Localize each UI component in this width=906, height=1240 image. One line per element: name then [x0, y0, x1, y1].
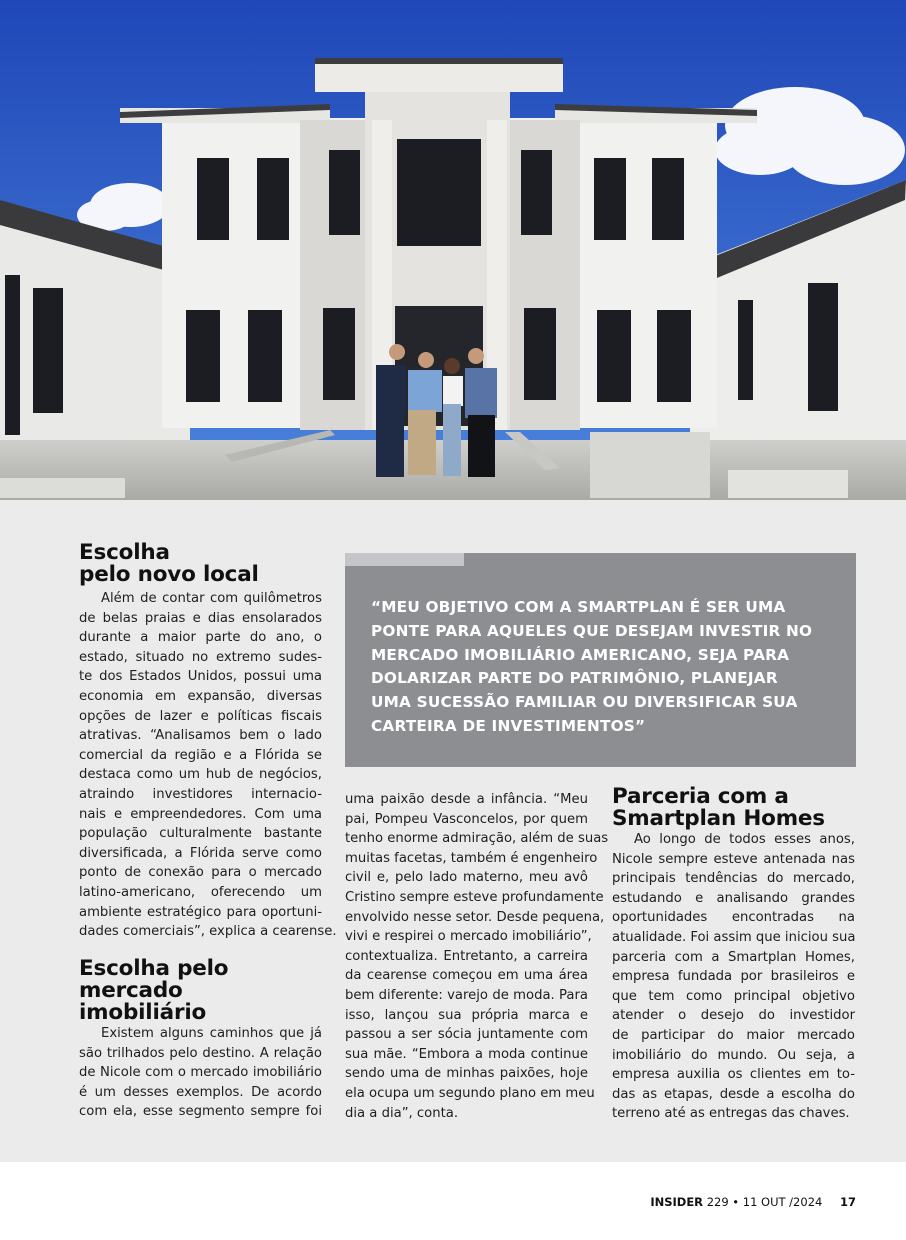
text-line: muitas facetas, também é engenheiro — [345, 850, 598, 866]
text-line: dades comerciais”, explica a cearense. — [79, 924, 337, 940]
text-line: empresa fundada por brasileiros e — [612, 969, 855, 985]
section1-body — [79, 589, 337, 942]
pull-quote-text — [371, 596, 841, 739]
text-line: comercial da região e a Flórida se — [79, 747, 322, 763]
section-heading-mercado-imobiliario — [79, 958, 228, 1024]
text-line: te dos Estados Unidos, possui uma — [79, 669, 322, 685]
text-line: é um desses exemplos. De acordo — [79, 1084, 322, 1100]
text-line: imobiliário do mundo. Ou seja, a — [612, 1047, 855, 1063]
text-line: contextualiza. Entretanto, a carreira — [345, 948, 588, 964]
text-line: são trilhados pelo destino. A relação — [79, 1045, 322, 1061]
house-photo — [0, 0, 906, 500]
quote-line: DOLARIZAR PARTE DO PATRIMÔNIO, PLANEJAR — [371, 669, 778, 688]
column2-body — [345, 790, 609, 1123]
text-line: estudando e analisando grandes — [612, 890, 855, 906]
text-line: sua mãe. “Embora a moda continue — [345, 1046, 588, 1062]
section3-body — [612, 830, 855, 1124]
text-line: opções de lazer e políticas fiscais — [79, 708, 322, 724]
text-line: população culturalmente bastante — [79, 826, 322, 842]
page-footer — [650, 1195, 856, 1209]
text-line: que tem como principal objetivo — [612, 988, 855, 1004]
text-line: passou a ser sócia juntamente com — [345, 1027, 588, 1043]
text-line: ela ocupa um segundo plano em meu — [345, 1085, 595, 1101]
text-line: da cearense começou em uma área — [345, 968, 588, 984]
text-line: atraindo investidores internacio- — [79, 786, 322, 802]
text-line: diversificada, a Flórida serve como — [79, 845, 322, 861]
text-line: isso, lançou sua própria marca e — [345, 1007, 588, 1023]
text-line: destaca como um hub de negócios, — [79, 767, 322, 783]
text-line: ponto de conexão para o mercado — [79, 865, 322, 881]
text-line: bem diferente: varejo de moda. Para — [345, 987, 588, 1003]
text-line: de participar do maior mercado — [612, 1027, 855, 1043]
text-line: Ao longo de todos esses anos, — [634, 832, 855, 847]
text-line: Cristino sempre esteve profundamente — [345, 889, 604, 905]
text-line: atualidade. Foi assim que iniciou sua — [612, 929, 856, 945]
text-line: vivi e respirei o mercado imobiliário”, — [345, 929, 592, 945]
quote-line: “MEU OBJETIVO COM A SMARTPLAN É SER UMA — [371, 598, 786, 616]
quote-line: UMA SUCESSÃO FAMILIAR OU DIVERSIFICAR SUA — [371, 693, 798, 712]
text-line: Nicole sempre esteve antenada nas — [612, 851, 855, 867]
section-heading-parceria — [612, 786, 825, 830]
heading-line: Parceria com a — [612, 784, 789, 809]
text-line: ambiente estratégico para oportuni- — [79, 904, 322, 920]
cover-photo — [0, 0, 906, 500]
text-line: envolvido nesse setor. Desde pequena, — [345, 909, 605, 925]
heading-line: imobiliário — [79, 1000, 207, 1025]
text-line: durante a maior parte do ano, o — [79, 630, 322, 646]
heading-line: Escolha pelo — [79, 956, 229, 981]
text-line: com ela, esse segmento sempre foi — [79, 1104, 322, 1120]
page-number: 17 — [839, 1195, 856, 1209]
quote-line: PONTE PARA AQUELES QUE DESEJAM INVESTIR NO — [371, 621, 813, 640]
text-line: empresa auxilia os clientes em to- — [612, 1067, 855, 1083]
text-line: estado, situado no extremo sudes- — [79, 649, 322, 665]
text-line: de belas praias e dias ensolarados — [79, 610, 322, 626]
text-line: de Nicole com o mercado imobiliário — [79, 1065, 322, 1081]
quote-line: CARTEIRA DE INVESTIMENTOS” — [371, 716, 646, 735]
section-heading-novo-local — [79, 542, 259, 586]
heading-line: pelo novo local — [79, 562, 259, 587]
text-line: tenho enorme admiração, além de suas — [345, 831, 609, 847]
heading-line: mercado — [79, 978, 183, 1003]
text-line: civil e, pelo lado materno, meu avô — [345, 870, 588, 886]
text-line: atrativas. “Analisamos bem o lado — [79, 728, 322, 744]
text-line: uma paixão desde a infância. “Meu — [345, 792, 588, 807]
pull-quote-tab — [345, 553, 464, 566]
text-line: oportunidades encontradas na — [612, 910, 855, 926]
text-line: pai, Pompeu Vasconcelos, por quem — [345, 811, 588, 827]
text-line: economia em expansão, diversas — [79, 688, 322, 704]
text-line: sendo uma de minhas paixões, hoje — [345, 1066, 588, 1082]
heading-line: Escolha — [79, 540, 170, 565]
magazine-name: INSIDER — [650, 1195, 704, 1209]
text-line: dia a dia”, conta. — [345, 1105, 459, 1121]
section2-body — [79, 1024, 322, 1122]
text-line: atender o desejo do investidor — [612, 1008, 855, 1024]
text-line: principais tendências do mercado, — [612, 871, 855, 887]
quote-line: MERCADO IMOBILIÁRIO AMERICANO, SEJA PARA — [371, 645, 790, 664]
text-line: Além de contar com quilômetros — [101, 591, 322, 606]
text-line: Existem alguns caminhos que já — [101, 1026, 322, 1041]
text-line: latino-americano, oferecendo um — [79, 884, 322, 900]
issue-info: 229 • 11 OUT /2024 — [706, 1195, 823, 1209]
text-line: terreno até as entregas das chaves. — [612, 1106, 850, 1122]
text-line: das as etapas, desde a escolha do — [612, 1086, 855, 1102]
text-line: nais e empreendedores. Com uma — [79, 806, 322, 822]
text-line: parceria com a Smartplan Homes, — [612, 949, 855, 965]
heading-line: Smartplan Homes — [612, 806, 825, 831]
